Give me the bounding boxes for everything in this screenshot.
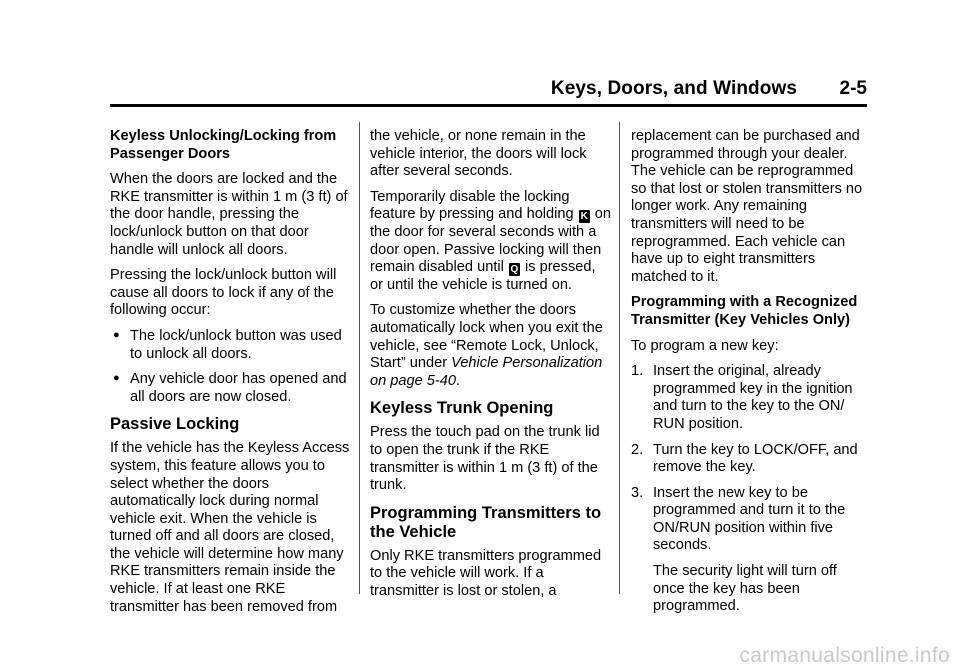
paragraph: Only RKE transmitters programmed to the vehicle will work. If a transmitter is lost or stolen, a (370, 547, 602, 599)
list-item: 1. Insert the original, already programmed key in the ignition and turn to the key to the ON/ RUN position. (631, 363, 853, 432)
list-item-text: The lock/unlock button was used to unlock all doors. (130, 327, 342, 362)
paragraph: the vehicle, or none remain in the vehicle interior, the doors will lock after several seconds. (370, 128, 587, 180)
watermark: carmanualsonline.info (739, 644, 950, 667)
paragraph: Press the touch pad on the trunk lid to open the trunk if the RKE transmitter is within 1 m (3 ft) of the trunk. (370, 424, 600, 494)
column-divider (359, 122, 360, 594)
unlock-key-icon: K (580, 211, 588, 223)
paragraph: To program a new key: (631, 337, 779, 354)
list-item-text: Any vehicle door has opened and all doors are now closed. (130, 371, 347, 405)
section-title: Keys, Doors, and Windows (550, 78, 797, 99)
section-heading-programming: Programming Transmitters to the Vehicle (370, 503, 602, 541)
cross-reference-link[interactable]: Vehicle Personalization on page 5-40 (370, 355, 603, 389)
list-item: 3. Insert the new key to be programmed and turn it to the ON/RUN position within five seconds. (631, 484, 846, 554)
list-item (110, 371, 350, 406)
bullet-icon: ● (113, 372, 120, 385)
lock-key-icon: Q (510, 264, 519, 276)
column-1 (110, 128, 350, 624)
list-item (110, 328, 350, 363)
page-header (110, 78, 867, 107)
section-heading-keyless-trunk: Keyless Trunk Opening (370, 399, 554, 418)
paragraph: If the vehicle has the Keyless Access system, this feature allows you to select whether the doors automatically lock during normal vehicle exit. When the vehicle is turned off and all doors are closed, the vehicle will determine how many RKE transmitters remain inside the vehicle. If at least one RKE transmitter has been removed from (110, 440, 350, 615)
page-number: 2-5 (839, 78, 867, 99)
column-2 (370, 128, 612, 608)
step-note: The security light will turn off once the key has been programmed. (653, 563, 837, 615)
list-item: 2. Turn the key to LOCK/OFF, and remove the key. (631, 441, 858, 476)
subheading-keyless-unlocking: Keyless Unlocking/Locking from Passenger Doors (110, 128, 337, 162)
paragraph: replacement can be purchased and programmed through your dealer. The vehicle can be reprogrammed so that lost or stolen transmitters no longer work. Any remaining transmitters will need to be reprogrammed. Each vehicle can have up to eight transmitters matched to it. (631, 128, 863, 285)
paragraph: To customize whether the doors automatically lock when you exit the vehicle, see “Remote Lock, Unlock, Start” under Vehicle Personalization on page 5-40. (370, 302, 603, 389)
column-divider (619, 122, 620, 594)
bullet-icon: ● (113, 328, 120, 341)
section-heading-passive-locking: Passive Locking (110, 415, 240, 434)
paragraph: When the doors are locked and the RKE transmitter is within 1 m (3 ft) of the door handle, pressing the lock/unlock button on that door handle will unlock all doors. (110, 171, 348, 258)
subheading-recognized-transmitter: Programming with a Recognized Transmitter (Key Vehicles Only) (631, 294, 858, 328)
column-3 (631, 128, 869, 624)
paragraph: Temporarily disable the locking feature by pressing and holding K on the door for several seconds with a door open. Passive locking will then remain disabled until Q is pressed, or until the vehicle is turned on. (370, 188, 612, 293)
paragraph: Pressing the lock/unlock button will cause all doors to lock if any of the following occur: (110, 267, 337, 319)
